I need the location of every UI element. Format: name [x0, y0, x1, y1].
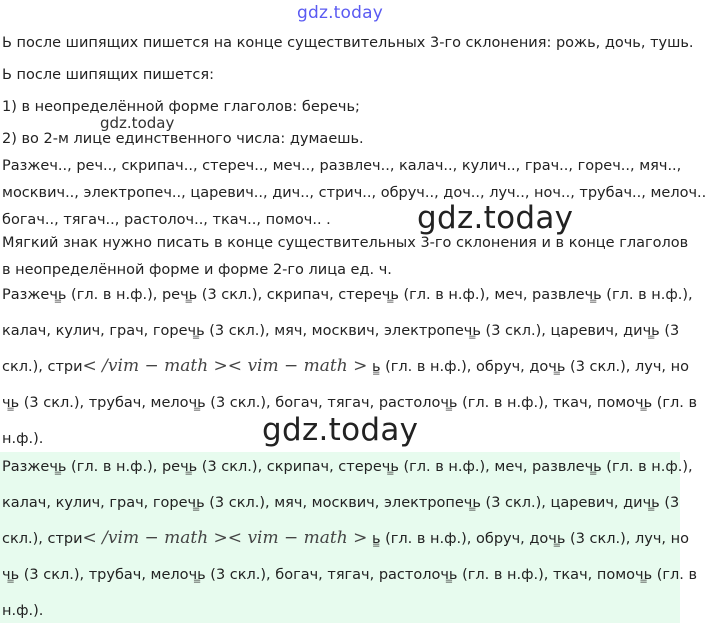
text: (гл. в н.ф.), ре: [66, 287, 181, 303]
watermark-big-2: gdz.today: [262, 412, 419, 448]
text: (гл. в н.ф.), меч, развле: [398, 287, 585, 303]
answer-line-1: [2, 285, 693, 305]
text: (гл. в: [652, 567, 698, 583]
answer-line-1: [2, 457, 693, 477]
text: (гл. в н.ф.), обруч, до: [380, 359, 549, 375]
text: (3: [659, 323, 680, 339]
underlined-ending: чь =: [548, 529, 565, 549]
watermark-top: gdz.today: [296, 3, 384, 23]
rule-item-infinitive: 1) в неопределённой форме глаголов: беречь;: [2, 99, 360, 115]
underlined-ending: чь =: [382, 457, 399, 477]
text: Разже: [2, 287, 50, 303]
text: (3 скл.), трубач, мело: [19, 567, 189, 583]
watermark-small: gdz.today: [100, 114, 175, 132]
exercise-line-3: богач.., тягач.., растолоч.., ткач.., помоч.. .: [2, 212, 331, 228]
text: (3 скл.), скрипач, стере: [197, 459, 382, 475]
underlined-ending: чь =: [189, 393, 206, 413]
text: (3 скл.), скрипач, стере: [197, 287, 382, 303]
underlined-ending: чь =: [180, 285, 197, 305]
underlined-ending: чь =: [635, 565, 652, 585]
underlined-ending: чь =: [49, 457, 66, 477]
underlined-ending: чь =: [188, 321, 205, 341]
text: (3 скл.), трубач, мело: [19, 395, 189, 411]
underlined-ending: чь =: [180, 457, 197, 477]
text: (3: [659, 495, 680, 511]
text: (гл. в н.ф.), ткач, помо: [457, 567, 636, 583]
text: (3 скл.), царевич, ди: [480, 495, 643, 511]
underlined-ending: чь =: [49, 285, 66, 305]
rule-soft-sign-verbs-intro: Ь после шипящих пишется:: [2, 67, 214, 83]
text: (3 скл.), богач, тягач, растоло: [205, 395, 441, 411]
underlined-ending: чь =: [464, 493, 481, 513]
text: (гл. в н.ф.), меч, развле: [398, 459, 585, 475]
text: Разже: [2, 459, 50, 475]
underlined-ending: ь =: [372, 357, 381, 377]
rule-soft-sign-nouns: Ь после шипящих пишется на конце существительных 3-го склонения: рожь, дочь, тушь.: [2, 35, 694, 51]
text: (3 скл.), царевич, ди: [480, 323, 643, 339]
underlined-ending: чь =: [2, 393, 19, 413]
answer-line-5: н.ф.).: [2, 431, 44, 447]
watermark-big-1: gdz.today: [417, 200, 574, 236]
text: калач, кулич, грач, горе: [2, 495, 188, 511]
text: (3 скл.), мяч, москвич, электропе: [204, 323, 464, 339]
text: (3 скл.), богач, тягач, растоло: [205, 567, 441, 583]
underlined-ending: чь =: [635, 393, 652, 413]
underlined-ending: чь =: [464, 321, 481, 341]
underlined-ending: чь =: [585, 457, 602, 477]
answer-line-4: [2, 565, 697, 585]
exercise-line-2: москвич.., электропеч.., царевич.., дич.., стрич.., обруч.., доч.., луч.., ноч.., трубач.., мелоч..: [2, 185, 706, 201]
underlined-ending: чь =: [440, 565, 457, 585]
answer-line-4: [2, 393, 697, 413]
math-placeholder: < /vim − math >< vim − math >: [82, 356, 368, 376]
explanation-line-2: в неопределённой форме и форме 2-го лица ед. ч.: [2, 262, 392, 278]
text: скл.), стри: [2, 531, 83, 547]
text: (3 скл.), мяч, москвич, электропе: [204, 495, 464, 511]
explanation-line-1: Мягкий знак нужно писать в конце существительных 3-го склонения и в конце глаголов: [2, 235, 689, 251]
underlined-ending: чь =: [2, 565, 19, 585]
underlined-ending: чь =: [585, 285, 602, 305]
answer-line-2: [2, 493, 679, 513]
underlined-ending: чь =: [643, 493, 660, 513]
underlined-ending: чь =: [189, 565, 206, 585]
answer-line-2: [2, 321, 679, 341]
answer-line-5: н.ф.).: [2, 603, 44, 619]
answer-line-3: [2, 356, 689, 377]
underlined-ending: чь =: [643, 321, 660, 341]
text: (гл. в н.ф.), обруч, до: [380, 531, 549, 547]
text: (гл. в н.ф.), ре: [66, 459, 181, 475]
text: (3 скл.), луч, но: [565, 531, 689, 547]
text: (гл. в: [652, 395, 698, 411]
text: (гл. в н.ф.), ткач, помо: [457, 395, 636, 411]
math-placeholder: < /vim − math >< vim − math >: [82, 528, 368, 548]
text: (3 скл.), луч, но: [565, 359, 689, 375]
text: скл.), стри: [2, 359, 83, 375]
underlined-ending: чь =: [188, 493, 205, 513]
text: калач, кулич, грач, горе: [2, 323, 188, 339]
text: (гл. в н.ф.),: [601, 459, 693, 475]
exercise-line-1: Разжеч.., реч.., скрипач.., стереч.., меч.., развлеч.., калач.., кулич.., грач.., гореч.., мяч..,: [2, 158, 682, 174]
underlined-ending: чь =: [382, 285, 399, 305]
underlined-ending: ь =: [372, 529, 381, 549]
answer-line-3: [2, 528, 689, 549]
underlined-ending: чь =: [440, 393, 457, 413]
rule-item-second-person: 2) во 2-м лице единственного числа: думаешь.: [2, 131, 364, 147]
text: (гл. в н.ф.),: [601, 287, 693, 303]
underlined-ending: чь =: [548, 357, 565, 377]
